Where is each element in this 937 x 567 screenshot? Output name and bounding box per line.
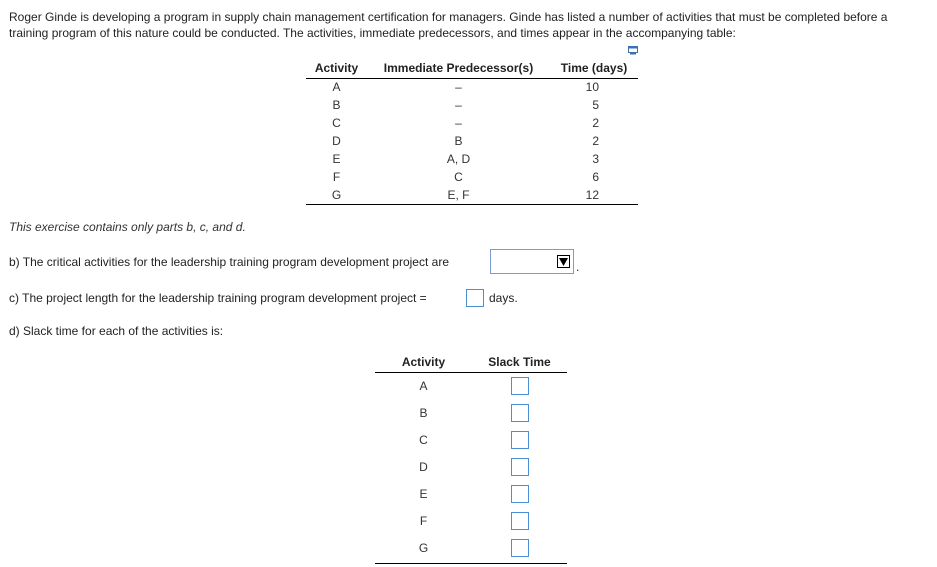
table-row: [375, 399, 567, 426]
slack-input-c[interactable]: [511, 431, 529, 449]
table-row: [375, 426, 567, 453]
slack-cell: [472, 426, 567, 453]
predecessor-cell: A, D: [446, 152, 471, 166]
slack-input-e[interactable]: [511, 485, 529, 503]
activity-cell: E: [332, 152, 341, 166]
slack-cell: [472, 507, 567, 534]
time-cell: 3: [592, 152, 599, 166]
header-predecessors: Immediate Predecessor(s): [367, 60, 550, 78]
exercise-note: This exercise contains only parts b, c, and d.: [9, 220, 246, 234]
table-row: [306, 114, 638, 132]
slack-table: [375, 352, 567, 564]
activity-cell: C: [419, 432, 428, 447]
slack-cell: [472, 480, 567, 507]
table-row: [375, 453, 567, 480]
problem-intro: Roger Ginde is developing a program in supply chain management certification for managers. Ginde has listed a number of activities that must be completed before a training program of this nature could be conducted. The activities, immediate predecessors, and times appear in the accompanying table:: [9, 10, 888, 40]
activity-cell: C: [332, 116, 341, 130]
slack-input-g[interactable]: [511, 539, 529, 557]
header-slack-time: Slack Time: [472, 352, 567, 372]
part-d-question: d) Slack time for each of the activities is:: [9, 324, 224, 338]
time-cell: 6: [592, 170, 599, 184]
slack-cell: [472, 372, 567, 399]
activity-cell: F: [419, 513, 428, 528]
table-row: [306, 150, 638, 168]
copy-table-icon[interactable]: [628, 46, 638, 55]
slack-table-header: [375, 352, 567, 372]
activity-table-header: [306, 60, 638, 78]
predecessor-cell: –: [455, 116, 462, 130]
activity-cell: G: [375, 534, 472, 563]
part-b-question: b) The critical activities for the leadership training program development project are: [9, 255, 449, 269]
table-row: [306, 132, 638, 150]
activity-cell: F: [332, 170, 341, 184]
time-cell: 5: [592, 98, 599, 112]
activity-table: [306, 60, 638, 205]
activity-cell: A: [332, 80, 341, 95]
table-row: [306, 186, 638, 204]
table-row: [306, 168, 638, 186]
slack-input-d[interactable]: [511, 458, 529, 476]
slack-input-f[interactable]: [511, 512, 529, 530]
header-activity: Activity: [306, 60, 367, 78]
time-cell: 10: [585, 80, 599, 95]
predecessor-cell: C: [454, 170, 463, 184]
days-unit-label: days.: [489, 291, 518, 305]
dropdown-arrow-icon[interactable]: [557, 255, 570, 268]
header-time: Time (days): [550, 60, 638, 78]
table-row: [375, 507, 567, 534]
critical-activities-dropdown[interactable]: [490, 249, 574, 274]
table-row: [375, 372, 567, 399]
table-row: [375, 534, 567, 563]
time-cell: 2: [592, 134, 599, 148]
slack-cell: [472, 534, 567, 563]
predecessor-cell: –: [455, 80, 462, 95]
slack-cell: [472, 399, 567, 426]
activity-cell: B: [419, 405, 428, 420]
part-b-period: .: [576, 260, 580, 274]
activity-cell: D: [419, 459, 428, 474]
activity-cell: E: [419, 486, 428, 501]
predecessor-cell: –: [455, 98, 462, 112]
activity-cell: A: [419, 378, 428, 393]
project-length-input[interactable]: [466, 289, 484, 307]
predecessor-cell: B: [454, 134, 463, 148]
table-row: [375, 480, 567, 507]
part-c-question: c) The project length for the leadership training program development project =: [9, 291, 427, 305]
predecessor-cell: E, F: [367, 186, 550, 204]
activity-cell: D: [332, 134, 341, 148]
table-row: [306, 96, 638, 114]
activity-cell: G: [306, 186, 367, 204]
header-activity: Activity: [375, 352, 472, 372]
time-cell: 2: [592, 116, 599, 130]
slack-input-a[interactable]: [511, 377, 529, 395]
slack-input-b[interactable]: [511, 404, 529, 422]
slack-cell: [472, 453, 567, 480]
activity-cell: B: [332, 98, 341, 112]
table-row: [306, 78, 638, 96]
time-cell: 12: [550, 186, 638, 204]
